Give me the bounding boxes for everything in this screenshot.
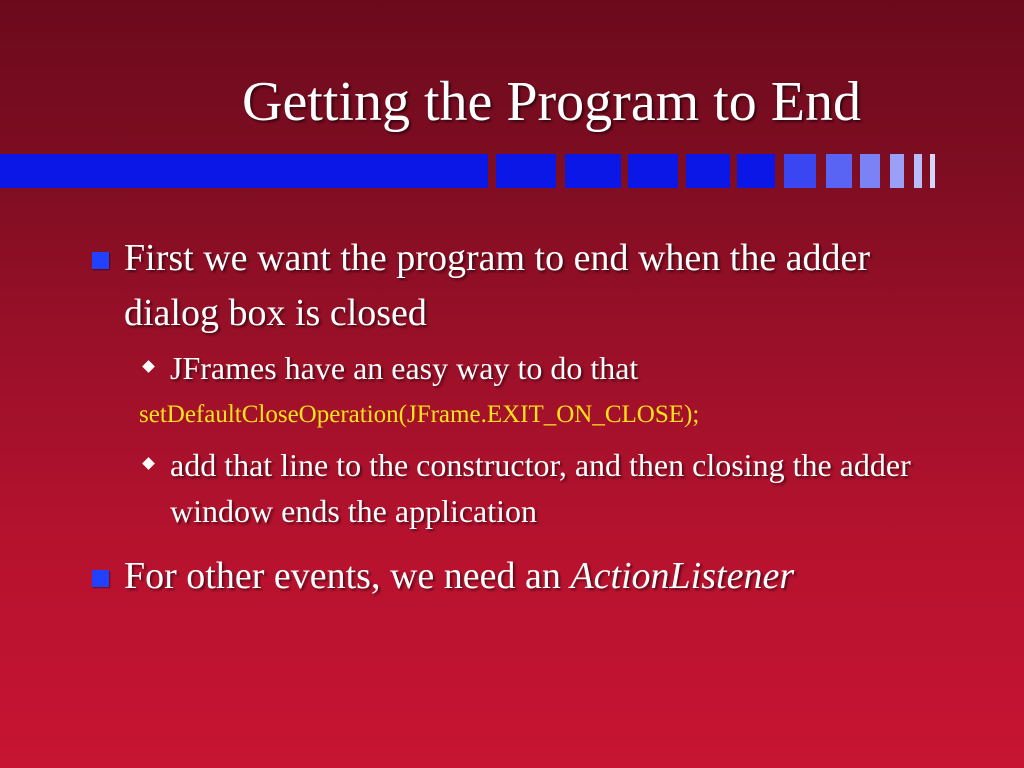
accent-bar [628, 154, 678, 188]
accent-bar [784, 154, 816, 188]
square-bullet-icon [92, 570, 109, 587]
bullet-text: First we want the program to end when the adder dialog box is closed [124, 237, 871, 334]
bullet-emphasis: ActionListener [570, 555, 795, 597]
accent-bar [686, 154, 730, 188]
sub-bullet-item [170, 442, 960, 534]
accent-bar [914, 154, 922, 188]
bullet-item [124, 549, 944, 604]
diamond-bullet-icon [142, 457, 155, 470]
diamond-bullet-icon [142, 360, 155, 373]
accent-bar [890, 154, 904, 188]
accent-bar [860, 154, 880, 188]
bullet-item [124, 231, 944, 341]
accent-bar [930, 154, 935, 188]
accent-bar [565, 154, 621, 188]
square-bullet-icon [92, 252, 109, 269]
slide-title: Getting the Program to End [242, 71, 862, 133]
accent-bar [0, 154, 488, 188]
sub-bullet-text: add that line to the constructor, and then closing the adder window ends the application [170, 447, 911, 529]
accent-bar [496, 154, 556, 188]
sub-bullet-text: JFrames have an easy way to do that [170, 350, 639, 386]
sub-bullet-item [170, 345, 960, 391]
title-accent-bars [0, 154, 1024, 188]
accent-bar [826, 154, 852, 188]
bullet-text: For other events, we need an [124, 555, 571, 597]
accent-bar [737, 154, 775, 188]
code-line: setDefaultCloseOperation(JFrame.EXIT_ON_CLOSE); [139, 401, 700, 428]
